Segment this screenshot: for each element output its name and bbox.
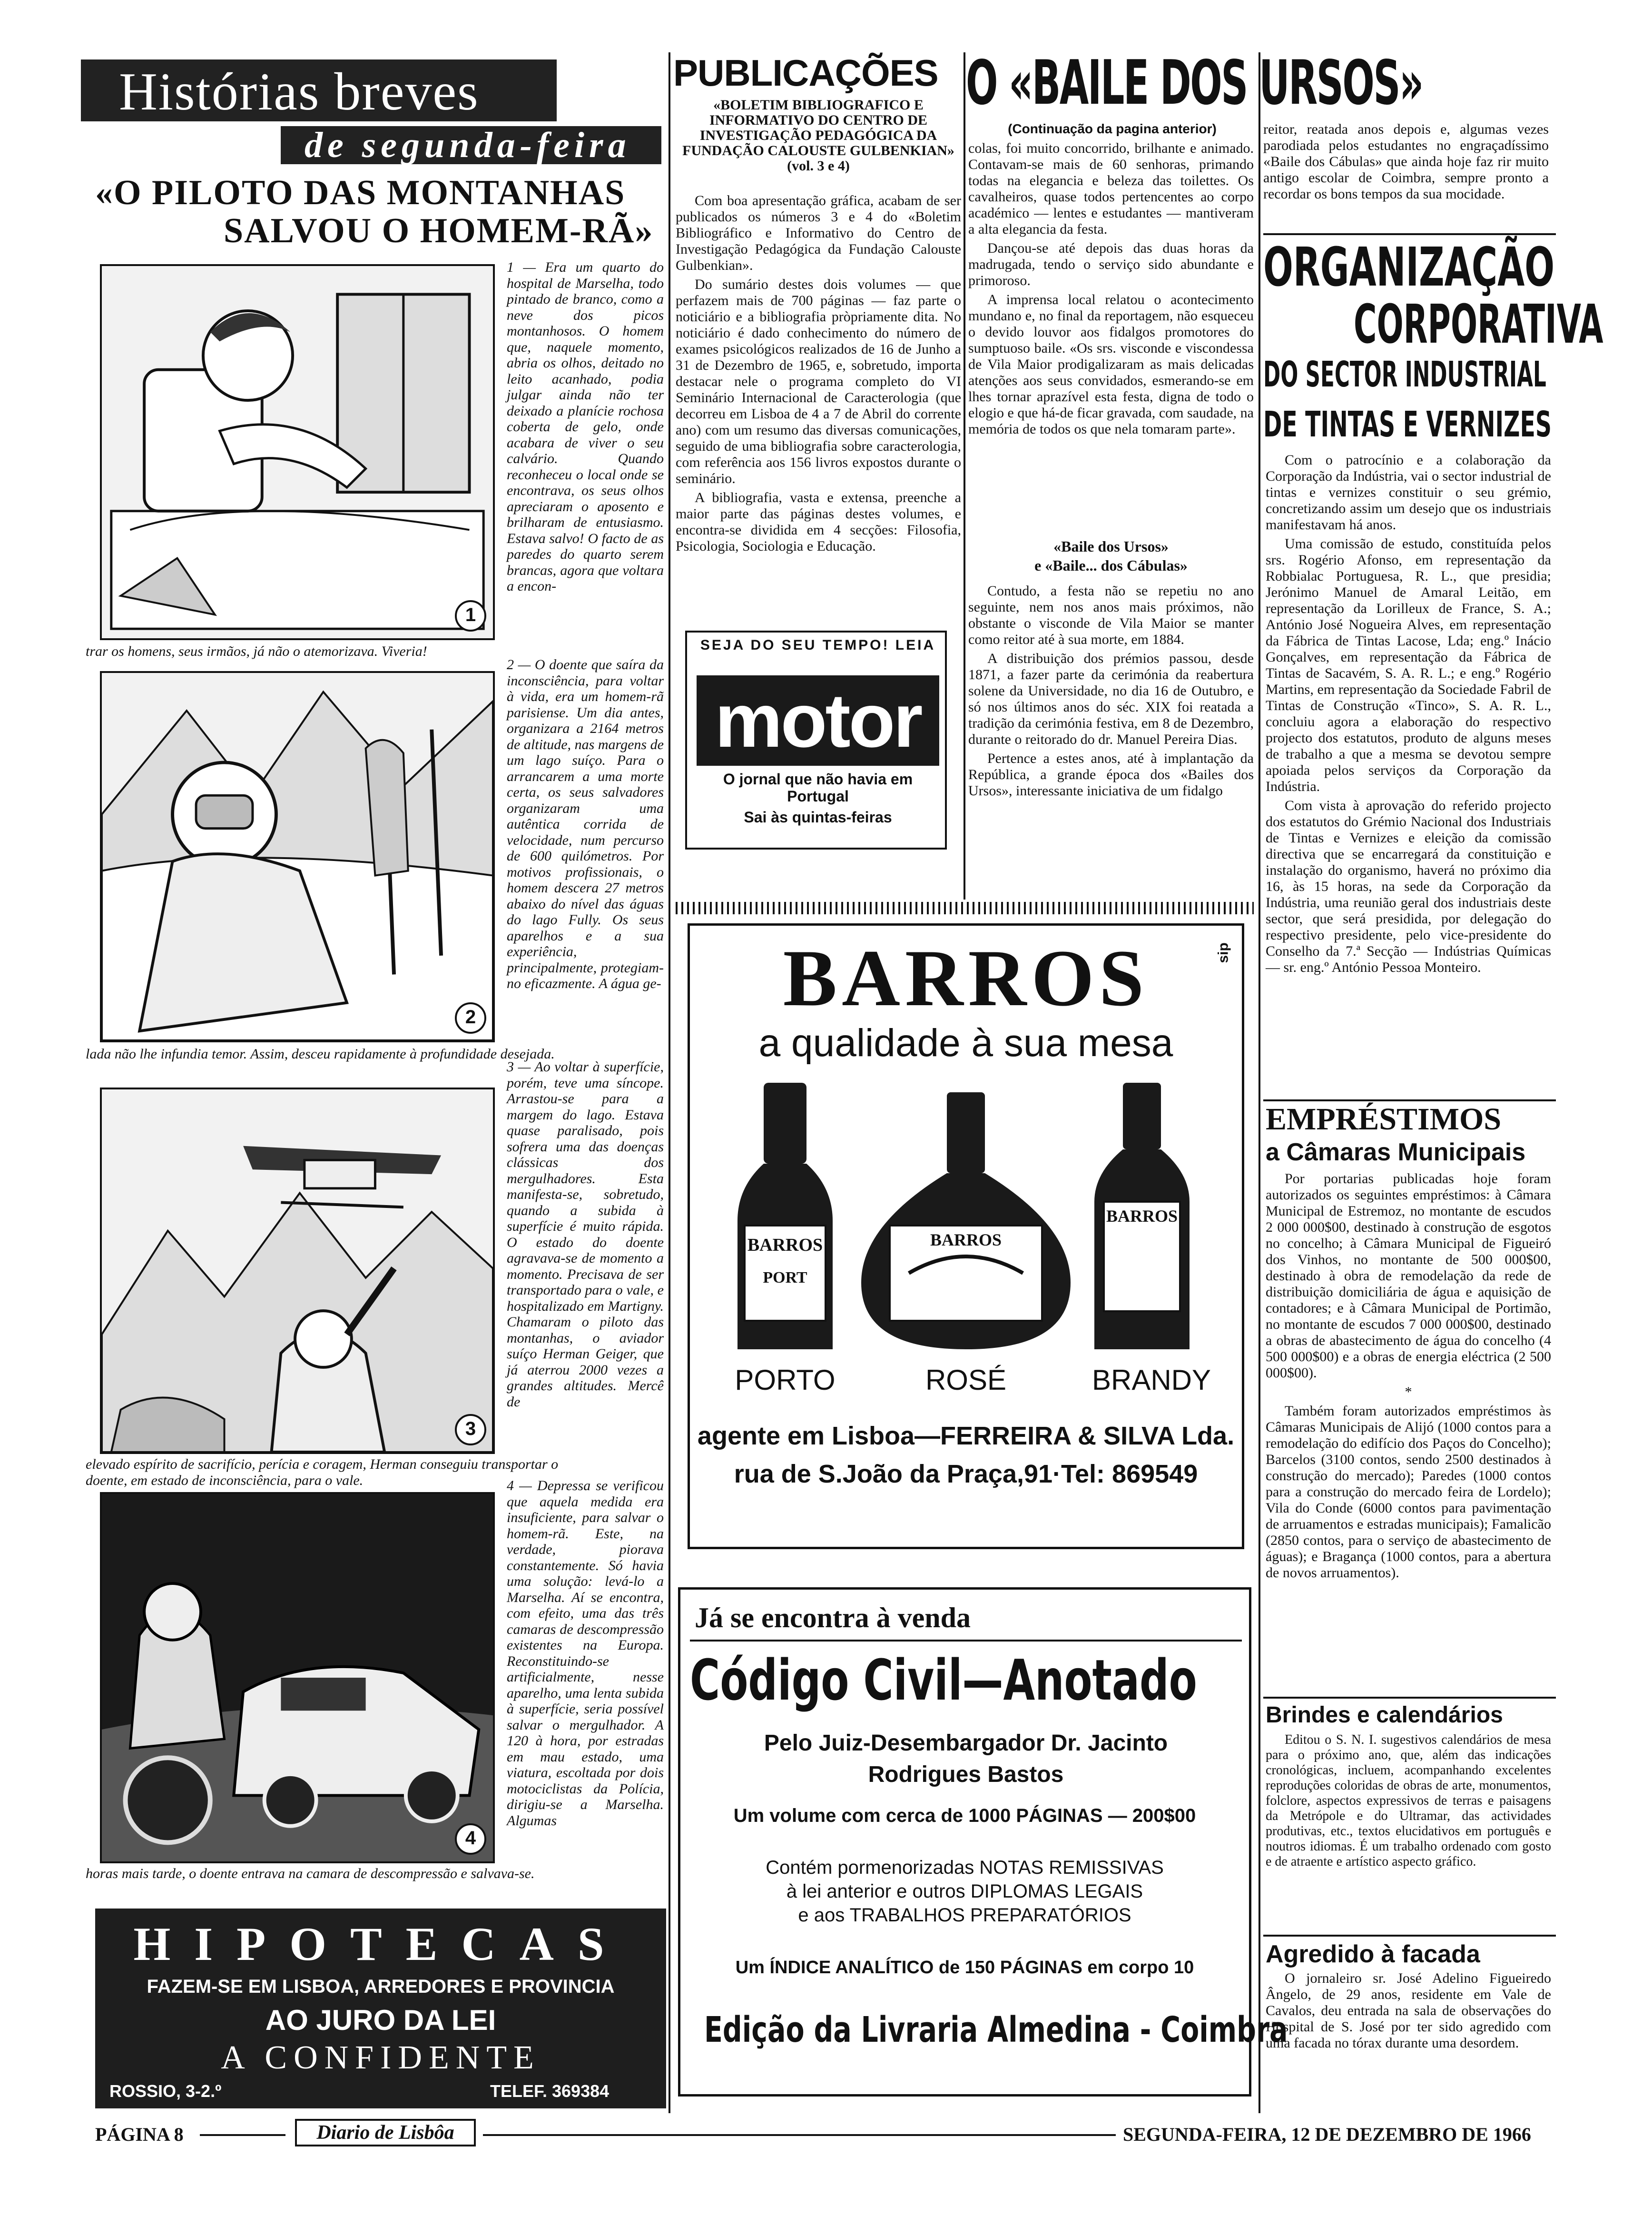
story-headline-1: «O PILOTO DAS MONTANHAS [95,173,626,212]
barros-brand: BARROS [783,933,1149,1023]
story-headline-2: SALVOU O HOMEM-RÃ» [224,211,654,250]
org-paragraph-1: Com o patrocínio e a colaboração da Corporação da Indústria, vai o sector industrial de tintas e vernizes constituir o seu grémio, concretizando assim um desejo que os industriais manifestavam há anos. [1266,452,1551,533]
codigo-civil-ad [678,1587,1288,2097]
panel-number-3: 3 [455,1414,486,1445]
panel-number-4: 4 [455,1823,486,1855]
hipotecas-line-1: FAZEM-SE EM LISBOA, ARREDORES E PROVINCIA [147,1976,615,1997]
emprestimos-paragraph-2: Também foram autorizados empréstimos às Câmaras Municipais de Alijó (1000 contos para a remodelação do edifício dos Paços do Concelho); Barcelos (3100 contos, sendo 2500 destinados à construção do mercado); Paredes (1000 contos para a construção do mercado feira de Lordelo); Vila do Conde (6000 contos para pavimentação de arruamentos e estradas municipais); Famalicão (2850 contos, para o serviço de abastecimento de águas); e Bragança (1000 contos, para a abertura de novos arruamentos). [1266,1403,1551,1581]
baile-paragraph-1: colas, foi muito concorrido, brilhante e animado. Contavam-se mais de 60 senhoras, primando todas na elegancia e beleza das toilettes. Os cavalheiros, quase todos pertencentes ao corpo académico — lentes e estudantes — mantiveram a alta elegancia da festa. [968,140,1254,237]
org-text [1266,452,1551,979]
codigo-author: Pelo Juiz-Desembargador Dr. Jacinto Rodrigues Bastos [764,1731,1168,1787]
codigo-top: Já se encontra à venda [695,1602,971,1633]
barros-label-porto: PORTO [735,1364,836,1396]
brindes-heading: Brindes e calendários [1266,1702,1503,1728]
codigo-volume: Um volume com cerca de 1000 PÁGINAS — 200$00 [733,1805,1196,1826]
org-paragraph-2: Uma comissão de estudo, constituída pelos srs. Rogério Afonso, em representação da Robbialac Portuguesa, R. L., que presidia; Jerónimo Manuel de Amaral Leitão, em representação da Lorilleux de France, S. A.; António José Nogueira Alves, em representação da Fábrica de Tintas Lacose, Lda; eng.º Inácio Gonçalves, em representação da Fábrica de Tintas de Sacavém, S. A. R. L.; e eng.º Rogério Martins, em representação da Sociedade Fabril de Tintas de Construção «Tinco», S. A. R. L., concluiu agora a elaboração do respectivo projecto dos estatutos, produto de alguns meses de trabalho a que a mesma se devotou sempre apoiada pelos serviços da Corporação da Indústria. [1266,536,1551,794]
stories-banner [81,59,661,167]
bottle-2-brand: BARROS [930,1230,1002,1249]
baile-text-c [1263,121,1549,205]
codigo-line-4: Um ÍNDICE ANALÍTICO de 150 PÁGINAS em corpo 10 [735,1958,1194,1978]
org-heading-4: DE TINTAS E VERNIZES [1263,404,1552,445]
comic-panel-4 [100,1492,495,1863]
story-paragraph-1: 1 — Era um quarto do hospital de Marselha, todo pintado de branco, como a neve dos picos montanhosos. O homem que, naquele momento, abria os olhos, deitado no leito acanhado, podia julgar ainda não ter deixado a planície rochosa coberta de gelo, onde acabara de viver o seu calvário. Quando reconheceu o local onde se encontrava, os seus olhos apreciaram o aposento e brilharam de entusiasmo. Estava salvo! O facto de as paredes do quarto serem brancas, agora que voltara a encon- [507,259,664,594]
hipotecas-address: ROSSIO, 3-2.º [109,2081,222,2101]
hipotecas-line-3: A CONFIDENTE [221,2039,541,2076]
baile-subhead-2: e «Baile... dos Cábulas» [1034,557,1188,574]
story-paragraph-4: 4 — Depressa se verificou que aquela medida era insuficiente, para salvar o homem-rã. Este, na verdade, piorava constantemente. Só havia uma solução: levá-lo a Marselha. Aí se encontra, com efeito, uma das três camaras de descompressão existentes na Europa. Reconstituindo-se artificialmente, nesse aparelho, uma lenta subida à superfície, seria possível salvar o mergulhador. A 120 à hora, por estradas em mau estado, uma viatura, escoltada por dois motociclistas da Polícia, dirigiu-se a Marselha. Algumas [507,1478,664,1829]
brindes-text [1266,1732,1551,1872]
barros-tagline: a qualidade à sua mesa [758,1021,1173,1065]
agredido-text [1266,1970,1551,2054]
baile-subhead-1: «Baile dos Ursos» [1053,538,1169,555]
org-heading-3: DO SECTOR INDUSTRIAL [1263,354,1546,395]
baile-paragraph-7: reitor, reatada anos depois e, algumas vezes parodiada pelos estudantes no engraçadíssimo «Baile dos Cábulas» que ainda hoje faz rir muito antigo escolar de Coimbra, sempre pronto a recordar os bons tempos da sua mocidade. [1263,121,1549,202]
baile-continuation: (Continuação da pagina anterior) [1008,121,1217,136]
org-heading-1: ORGANIZAÇÃO [1263,237,1555,298]
motor-ad [685,631,947,850]
hipotecas-phone: TELEF. 369384 [490,2081,610,2101]
barros-label-rose: ROSÉ [925,1364,1007,1396]
org-heading-2: CORPORATIVA [1354,294,1603,356]
banner-subtitle: de segunda-feira [305,125,631,165]
codigo-line-1: Contém pormenorizadas NOTAS REMISSIVAS [766,1857,1164,1878]
panel-number-2: 2 [455,1002,486,1034]
agredido-paragraph: O jornaleiro sr. José Adelino Figueiredo Ângelo, de 29 anos, residente em Vale de Cavalos, deu entrada na sala de observações do Hospital de S. José por ter sido agredido com uma facada no tórax durante uma desordem. [1266,1970,1551,2051]
emprestimos-text [1266,1171,1551,1584]
footer-page-number: PÁGINA 8 [95,2124,184,2145]
hipotecas-ad [95,1909,666,2108]
barros-mark: sip [1215,942,1231,963]
baile-paragraph-3: A imprensa local relatou o acontecimento mundano e, no final da reportagem, não esqueceu o devido louvor aos fidalgos promotores do sumptuoso baile. «Os srs. visconde e viscondessa de Vila Maior prodigalizaram as mais delicadas atenções aos seus convidados, esmerando-se em lhes tornar aprazível esta festa, digna de todo o elogio e que há-de ficar gravada, com saudade, na memória de todos os que nela tomaram parte». [968,292,1254,437]
story-paragraph-3: 3 — Ao voltar à superfície, porém, teve uma síncope. Arrastou-se para a margem do lago. Estava quase paralisado, pois sofrera uma das doenças clássicas dos mergulhadores. Esta manifesta-se, sobretudo, quando a subida à superfície é muito rápida. O estado do doente agravava-se de momento a momento. Precisava de ser transportado para o vale, e hospitalizado em Martigny. Chamaram o piloto das montanhas, o aviador suíço Herman Geiger, que já aterrou 2000 vezes a grandes altitudes. Mercê de [507,1059,664,1410]
baile-paragraph-6: Pertence a estes anos, até à implantação da República, a grande época dos «Bailes dos Ursos», interessante iniciativa de um fidalgo [968,751,1254,799]
baile-paragraph-2: Dançou-se até depois das duas horas da madrugada, tendo o serviço sido abundante e primoroso. [968,240,1254,288]
emprestimos-subheading: a Câmaras Municipais [1266,1138,1526,1166]
bottle-1-sub: PORT [763,1269,807,1286]
motor-ad-line-2: Sai às quintas-feiras [744,809,892,826]
story-paragraph-2-end: lada não lhe infundia temor. Assim, desceu rapidamente à profundidade desejada. [86,1046,555,1062]
hipotecas-title: HIPOTECAS [133,1918,628,1970]
footer-date: SEGUNDA-FEIRA, 12 DE DEZEMBRO DE 1966 [1123,2124,1531,2145]
barros-address: rua de S.João da Praça,91·Tel: 869549 [734,1460,1198,1488]
motor-ad-logo: motor [715,678,921,763]
footer-newspaper-logo: Diario de Lisbôa [295,2119,476,2146]
barros-agent: agente em Lisboa—FERREIRA & SILVA Lda. [697,1422,1235,1450]
story-paragraph-1-end: trar os homens, seus irmãos, já não o atemorizava. Viveria! [86,643,427,659]
codigo-line-2: à lei anterior e outros DIPLOMAS LEGAIS [786,1881,1143,1902]
hipotecas-line-2: AO JURO DA LEI [265,2004,496,2036]
banner-title: Histórias breves [119,62,479,121]
story-paragraph-3-end: elevado espírito de sacrifício, perícia e coragem, Herman conseguiu transportar o doente, em estado de inconsciência, para o vale. [86,1456,559,1488]
baile-paragraph-4: Contudo, a festa não se repetiu no ano seguinte, nem nos anos mais próximos, não obstante o visconde de Vila Maior se manter como reitor até à sua morte, em 1884. [968,583,1254,647]
codigo-line-3: e aos TRABALHOS PREPARATÓRIOS [798,1905,1131,1926]
publicacoes-paragraph-1: Com boa apresentação gráfica, acabam de ser publicados os números 3 e 4 do «Boletim Bibliográfico e Informativo do Centro de Investigação Pedagógica da Fundação Calouste Gulbenkian». [676,193,961,273]
baile-heading: O «BAILE DOS URSOS» [966,48,1423,119]
comic-panel-3 [100,1088,495,1454]
baile-text-a [968,140,1254,440]
org-paragraph-3: Com vista à aprovação do referido projecto dos estatutos do Grémio Nacional dos Industriais de Tintas e Vernizes e eleição da comissão directiva que se encarregará da constituição e instalação do organismo, haverá no próximo dia 16, às 15 horas, na sede da Corporação da Indústria, uma reunião geral dos industriais deste sector, que será presidida, por delegação do respectivo presidente, pelo vice-presidente do Conselho da 7.ª Secção — Indústrias Químicas — sr. eng.º António Pessoa Monteiro. [1266,798,1551,975]
panel-number-1: 1 [455,600,486,632]
brindes-paragraph: Editou o S. N. I. sugestivos calendários de mesa para o próximo ano, que, além das indicações cronológicas, incluem, acompanhando excelentes reproduções coloridas de obras de arte, monumentos, folclore, aspectos expressivos de terras e paisagens da Metrópole e do Ultramar, das actividades produtivas, etc., textos elucidativos em português e noutros idiomas. É um trabalho ordenado com gosto e de atraente e artístico aspecto gráfico. [1266,1732,1551,1869]
comic-panel-1 [100,264,495,640]
comic-panel-2 [100,671,495,1042]
baile-text-b [968,583,1254,802]
emprestimos-paragraph-1: Por portarias publicadas hoje foram autorizados os seguintes empréstimos: à Câmara Municipal de Estremoz, no montante de escudos 2 000 000$00, destinado à construção de esgotos no concelho; à Câmara Municipal de Figueiró dos Vinhos, no montante de 500 000$00, destinado à obra de remodelação da rede de distribuição domiciliária de água e aquisição de contadores; e à Câmara Municipal de Portimão, no montante de escudos 7 000 000$00, destinado a obras de abastecimento de água do concelho (4 500 000$00) e a obras de energia eléctrica (2 500 000$00). [1266,1171,1551,1381]
publicacoes-text [676,193,961,557]
publicacoes-heading: PUBLICAÇÕES [673,52,938,94]
publicacoes-paragraph-2: Do sumário destes dois volumes — que perfazem mais de 700 páginas — faz parte o noticiário e a bibliografia pròpriamente dita. No noticiário é dado conhecimento do número de exames psicológicos realizados de 16 de Junho a 31 de Dezembro de 1965, e, sobretudo, importa destacar nele o programa completo do VI Seminário Internacional de Caracterologia (que decorreu em Lisboa de 4 a 7 de Abril do corrente ano) com um resumo das diversas comunicações, seguido de uma bibliografia sobre caracterologia, com referência aos 156 livros expostos durante o seminário. [676,277,961,486]
emprestimos-heading: EMPRÉSTIMOS [1266,1102,1502,1137]
barros-ad [688,923,1244,1549]
publicacoes-paragraph-3: A bibliografia, vasta e extensa, preenche a maior parte das páginas destes volumes, e encontra-se dividida em 4 secções: Filosofia, Psicologia, Sociologia e Educação. [676,490,961,554]
motor-ad-line-1: O jornal que não havia em Portugal [723,771,913,805]
baile-paragraph-5: A distribuição dos prémios passou, desde 1871, a fazer parte da cerimónia da reabertura solene da Universidade, no dia 16 de Outubro, e só nos últimos anos do séc. XIX foi reatada a tradição da cerimónia festiva, em 8 de Dezembro, durante o reitorado do dr. Manuel Pereira Dias. [968,651,1254,747]
codigo-title: Código Civil—Anotado [690,1647,1197,1713]
codigo-bottom: Edição da Livraria Almedina - Coimbra [704,2009,1288,2050]
story-paragraph-4-end: horas mais tarde, o doente entrava na camara de descompressão e salvava-se. [86,1866,535,1881]
publicacoes-subhead: «BOLETIM BIBLIOGRAFICO E INFORMATIVO DO CENTRO DE INVESTIGAÇÃO PEDAGÓGICA DA FUNDAÇÃO CALOUSTE GULBENKIAN» (vol. 3 e 4) [682,97,954,174]
agredido-heading: Agredido à facada [1266,1940,1480,1968]
story-paragraph-2: 2 — O doente que saíra da inconsciência, para voltar à vida, era um homem-rã parisiense. Um dia antes, organizara a 2164 metros de altitude, nas margens de um lago suíço. Para o arrancarem a uma morte certa, os seus salvadores organizaram uma autêntica corrida de velocidade, num percurso de 600 quilómetros. Por motivos profissionais, o homem descera 27 metros abaixo do nível das águas do lago Fully. Os seus aparelhos e a sua experiência, principalmente, protegiam-no eficazmente. A água ge- [507,657,664,991]
bottle-1-brand: BARROS [747,1235,823,1255]
bottle-3-brand: BARROS [1106,1207,1178,1226]
motor-ad-top: SEJA DO SEU TEMPO! LEIA [700,637,936,653]
emprestimos-separator: * [1405,1384,1412,1400]
barros-label-brandy: BRANDY [1092,1364,1211,1396]
